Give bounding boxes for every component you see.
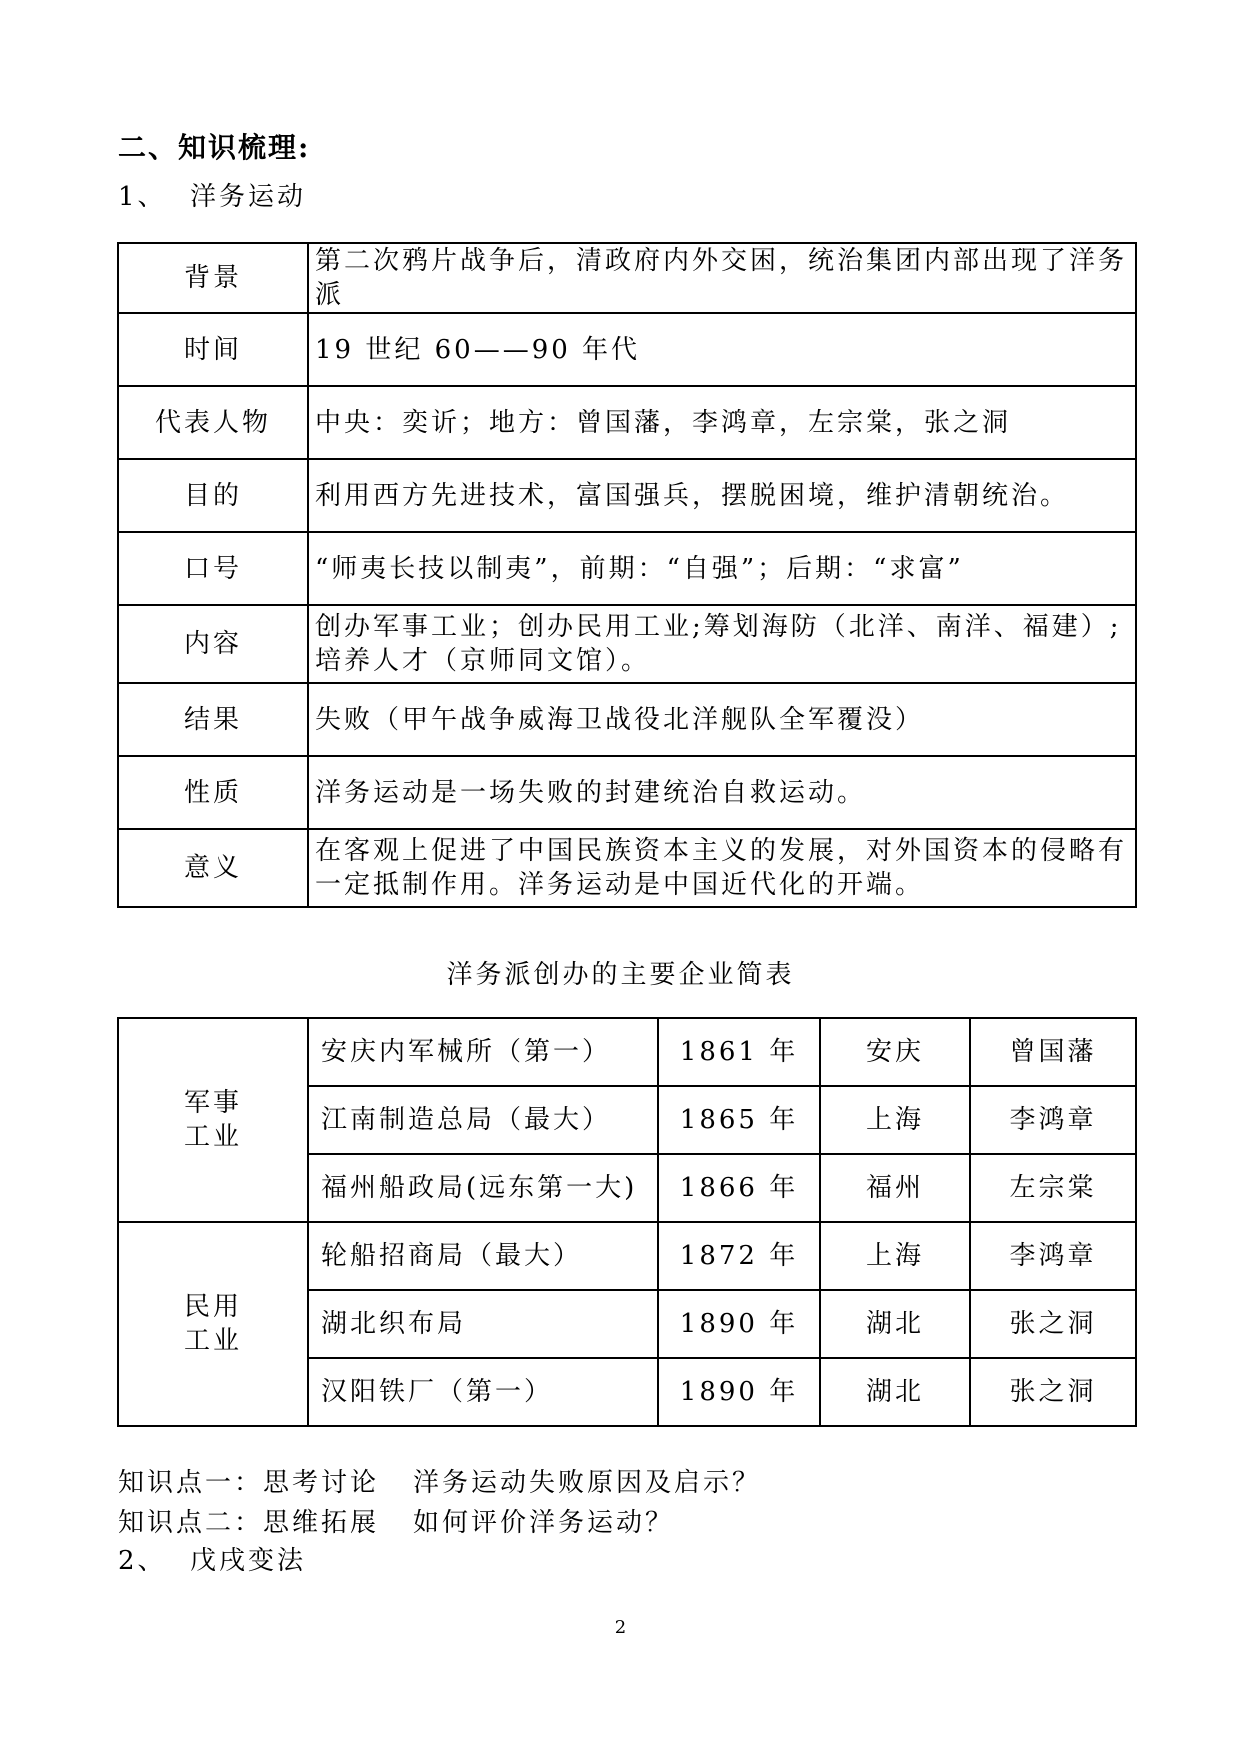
row-label: 时间 (118, 313, 308, 386)
enterprise-name: 江南制造总局（最大） (308, 1086, 658, 1154)
enterprise-year: 1872 年 (658, 1222, 820, 1290)
enterprise-founder: 左宗棠 (970, 1154, 1136, 1222)
enterprise-year: 1866 年 (658, 1154, 820, 1222)
knowledge-point-text: 洋务运动失败原因及启示？ (413, 1468, 762, 1498)
table-row (118, 243, 1136, 313)
section-heading: 二、知识梳理: (118, 131, 311, 164)
row-label: 目的 (118, 459, 308, 532)
enterprise-name: 安庆内军械所（第一） (308, 1018, 658, 1086)
row-value: 在客观上促进了中国民族资本主义的发展，对外国资本的侵略有一定抵制作用。洋务运动是中国近代化的开端。 (308, 829, 1136, 907)
enterprise-founder: 张之洞 (970, 1290, 1136, 1358)
enterprises-table (117, 1017, 1137, 1427)
row-label: 口号 (118, 532, 308, 605)
enterprise-founder: 曾国藩 (970, 1018, 1136, 1086)
enterprise-name: 湖北织布局 (308, 1290, 658, 1358)
knowledge-point-2 (118, 1502, 674, 1539)
enterprise-name: 汉阳铁厂（第一） (308, 1358, 658, 1426)
enterprise-year: 1861 年 (658, 1018, 820, 1086)
row-label: 背景 (118, 243, 308, 313)
table-row (118, 683, 1136, 756)
table-row (118, 386, 1136, 459)
enterprise-founder: 李鸿章 (970, 1222, 1136, 1290)
enterprise-place: 湖北 (820, 1290, 970, 1358)
enterprise-place: 上海 (820, 1086, 970, 1154)
category-line-2: 工业 (183, 1122, 242, 1152)
row-value: 失败（甲午战争威海卫战役北洋舰队全军覆没） (308, 683, 1136, 756)
table-row (118, 605, 1136, 683)
enterprise-place: 福州 (820, 1154, 970, 1222)
enterprise-name: 轮船招商局（最大） (308, 1222, 658, 1290)
category-military (118, 1018, 308, 1222)
yangwu-summary-table (117, 242, 1137, 908)
enterprise-name: 福州船政局(远东第一大) (308, 1154, 658, 1222)
row-label: 意义 (118, 829, 308, 907)
table-row (118, 756, 1136, 829)
row-value: 创办军事工业；创办民用工业;筹划海防（北洋、南洋、福建）;培养人才（京师同文馆）。 (308, 605, 1136, 683)
row-value: 洋务运动是一场失败的封建统治自救运动。 (308, 756, 1136, 829)
row-label: 结果 (118, 683, 308, 756)
table-row (118, 829, 1136, 907)
knowledge-point-label: 知识点二：思维拓展 (118, 1508, 380, 1538)
knowledge-point-1 (118, 1462, 761, 1499)
enterprise-founder: 张之洞 (970, 1358, 1136, 1426)
enterprise-year: 1890 年 (658, 1290, 820, 1358)
enterprise-place: 上海 (820, 1222, 970, 1290)
subsection-title-2 (118, 1540, 306, 1577)
row-value: “师夷长技以制夷”，前期：“自强”；后期：“求富” (308, 532, 1136, 605)
row-value: 19 世纪 60——90 年代 (308, 313, 1136, 386)
knowledge-point-text: 如何评价洋务运动？ (413, 1508, 675, 1538)
table-row (118, 459, 1136, 532)
table-row (118, 532, 1136, 605)
subsection-title-1 (118, 176, 306, 213)
enterprise-year: 1865 年 (658, 1086, 820, 1154)
enterprise-year: 1890 年 (658, 1358, 820, 1426)
subsection-number: 2、 (118, 1546, 167, 1576)
page-number: 2 (614, 1617, 627, 1638)
row-value: 第二次鸦片战争后，清政府内外交困，统治集团内部出现了洋务派 (308, 243, 1136, 313)
subsection-title-text: 洋务运动 (190, 182, 307, 212)
row-value: 利用西方先进技术，富国强兵，摆脱困境，维护清朝统治。 (308, 459, 1136, 532)
category-line-1: 民用 (183, 1292, 242, 1322)
subsection-title-text: 戊戌变法 (190, 1546, 307, 1576)
row-value: 中央：奕䜣；地方：曾国藩，李鸿章，左宗棠，张之洞 (308, 386, 1136, 459)
table-caption: 洋务派创办的主要企业简表 (446, 960, 795, 990)
subsection-number: 1、 (118, 182, 167, 212)
category-line-1: 军事 (183, 1088, 242, 1118)
category-line-2: 工业 (183, 1326, 242, 1356)
table-row (118, 1222, 1136, 1290)
row-label: 内容 (118, 605, 308, 683)
row-label: 性质 (118, 756, 308, 829)
enterprise-place: 安庆 (820, 1018, 970, 1086)
row-label: 代表人物 (118, 386, 308, 459)
enterprise-place: 湖北 (820, 1358, 970, 1426)
table-row (118, 313, 1136, 386)
knowledge-point-label: 知识点一：思考讨论 (118, 1468, 380, 1498)
enterprise-founder: 李鸿章 (970, 1086, 1136, 1154)
table-row (118, 1018, 1136, 1086)
category-civil (118, 1222, 308, 1426)
